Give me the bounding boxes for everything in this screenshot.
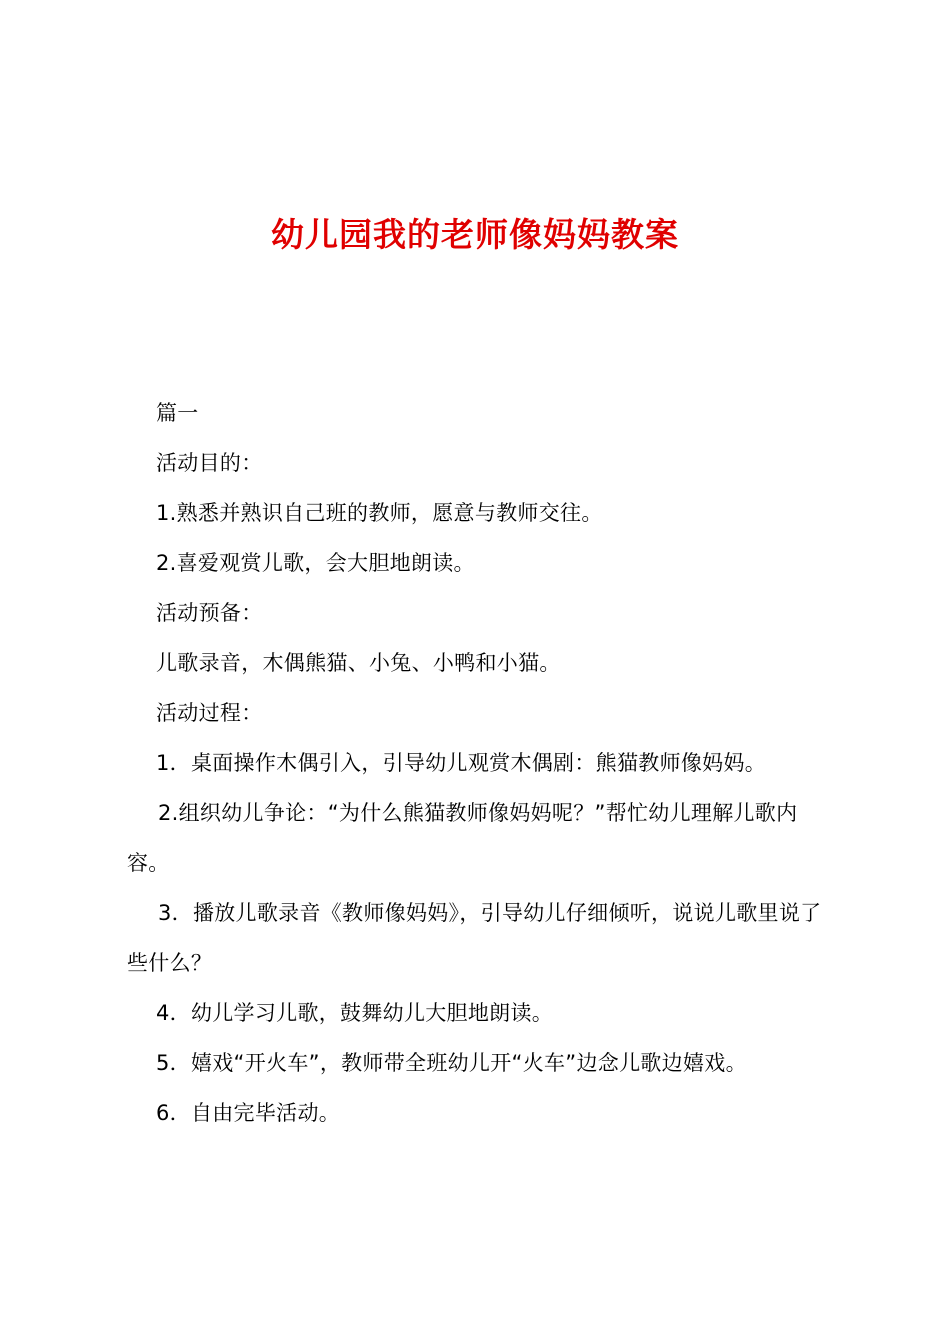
paragraph-step-3: 3．播放儿歌录音《教师像妈妈》，引导幼儿仔细倾听，说说儿歌里说了些什么？ [127,901,822,975]
paragraph-step-1: 1．桌面操作木偶引入，引导幼儿观赏木偶剧：熊猫教师像妈妈。 [156,751,767,775]
paragraph-objectives-heading: 活动目的： [156,451,263,475]
paragraph-objective-2: 2.喜爱观赏儿歌，会大胆地朗读。 [156,551,475,575]
paragraph-section-label: 篇一 [156,401,199,425]
paragraph-objective-1: 1.熟悉并熟识自己班的教师，愿意与教师交往。 [156,501,603,525]
paragraph-step-6: 6．自由完毕活动。 [156,1101,341,1125]
paragraph-preparation-content: 儿歌录音，木偶熊猫、小兔、小鸭和小猫。 [156,651,561,675]
paragraph-process-heading: 活动过程： [156,701,263,725]
paragraph-step-5: 5．嬉戏“开火车”，教师带全班幼儿开“火车”边念儿歌边嬉戏。 [156,1051,747,1075]
paragraph-step-4: 4．幼儿学习儿歌，鼓舞幼儿大胆地朗读。 [156,1001,554,1025]
paragraph-preparation-heading: 活动预备： [156,601,263,625]
document-title: 幼儿园我的老师像妈妈教案 [271,215,679,254]
paragraph-step-2: 2.组织幼儿争论：“为什么熊猫教师像妈妈呢？”帮忙幼儿理解儿歌内容。 [127,801,798,875]
